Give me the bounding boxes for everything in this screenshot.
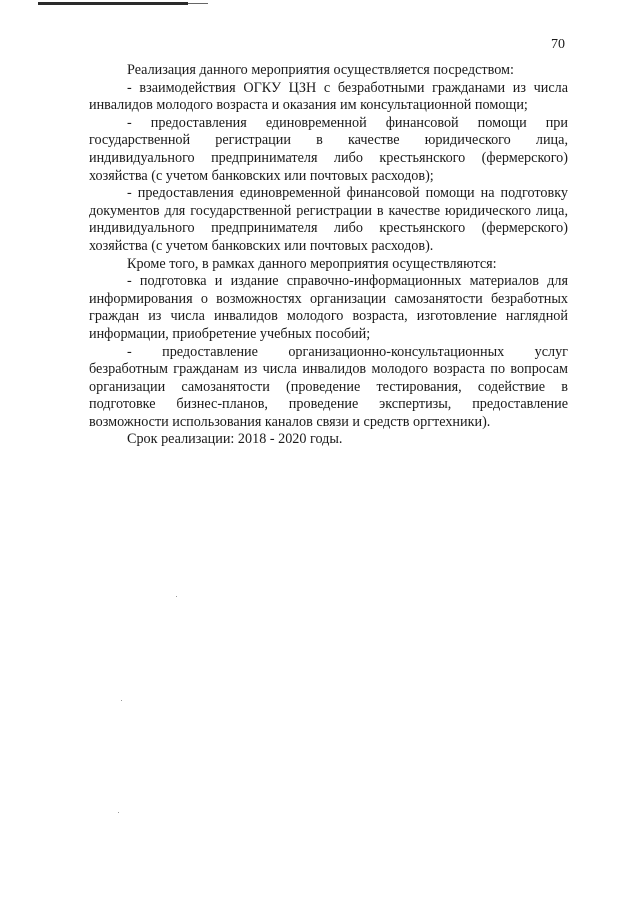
scan-speck	[121, 700, 122, 701]
scan-edge-mark	[38, 2, 188, 5]
list-item-consulting: - предоставление организационно-консультационных услуг безработным гражданам из числа инвалидов молодого возраста по вопросам организации самозанятости (проведение тестирования, содействие в подготовке бизнес-планов, проведение экспертизы, предоставление возможности использования каналов связи и средств оргтехники).	[89, 343, 568, 430]
paragraph-additionally: Кроме того, в рамках данного мероприятия осуществляются:	[127, 255, 497, 272]
scan-speck	[118, 812, 119, 813]
list-item-financial-aid-documents: - предоставления единовременной финансовой помощи на подготовку документов для государственной регистрации в качестве юридического лица, индивидуального предпринимателя либо крестьянского (фермерского) хозяйства (с учетом банковских или почтовых расходов).	[89, 185, 568, 254]
list-item-materials: - подготовка и издание справочно-информационных материалов для информирования о возможностях организации самозанятости безработных граждан из числа инвалидов молодого возраста, изготовление наглядной информации, приобретение учебных пособий;	[89, 273, 568, 342]
scan-edge-mark-tail	[188, 3, 208, 4]
scan-speck	[176, 596, 177, 597]
document-body	[89, 62, 568, 449]
list-item-financial-aid-registration: - предоставления единовременной финансовой помощи при государственной регистрации в качестве юридического лица, индивидуального предпринимателя либо крестьянского (фермерского) хозяйства (с учетом банковских или почтовых расходов);	[89, 114, 568, 184]
list-item-interaction: - взаимодействия ОГКУ ЦЗН с безработными гражданами из числа инвалидов молодого возраста и оказания им консультационной помощи;	[89, 79, 568, 114]
paragraph-intro: Реализация данного мероприятия осуществляется посредством:	[127, 62, 514, 78]
page-number: 70	[551, 37, 565, 52]
paragraph-term: Срок реализации: 2018 - 2020 годы.	[127, 431, 343, 448]
